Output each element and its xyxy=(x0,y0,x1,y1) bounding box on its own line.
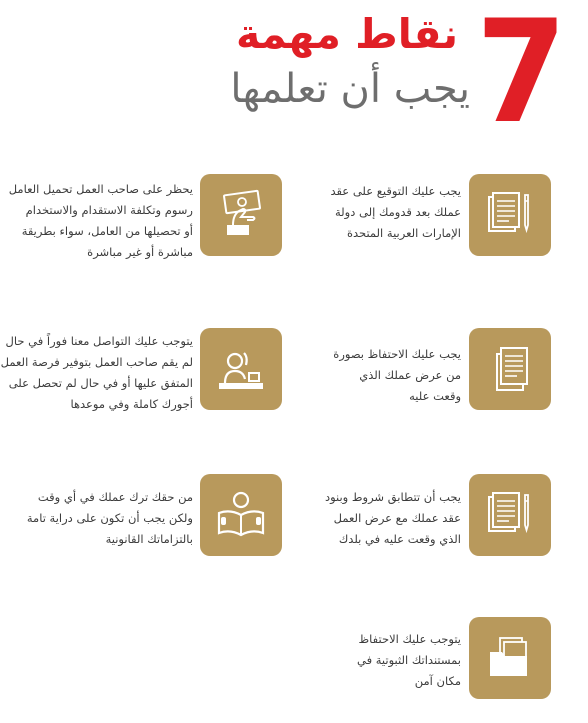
point-6-tile xyxy=(200,474,282,556)
point-4-text: يتوجب عليك التواصل معنا فوراً في حال لم يقم صاحب العمل بتوفير فرصة العمل المتفق عليها أو في حال لم تحصل على أجورك كاملة وفي موعدها xyxy=(0,334,193,411)
contract-pen-icon xyxy=(480,485,540,545)
money-hand-icon xyxy=(211,185,271,245)
point-1-text: يجب عليك التوقيع على عقد عملك بعد قدومك إلى دولة الإمارات العربية المتحدة xyxy=(330,184,461,240)
point-6-text: من حقك ترك عملك في أي وقت ولكن يجب أن تكون على دراية تامة بالتزاماتك القانونية xyxy=(26,490,193,546)
point-2-text: يحظر على صاحب العمل تحميل العامل رسوم وتكلفة الاستقدام والاستخدام أو تحصيلها من العامل، سواء بطريقة مباشرة أو غير مباشرة xyxy=(8,182,193,259)
point-7-tile xyxy=(469,617,551,699)
header-subtitle: يجب أن تعلمها xyxy=(230,66,470,112)
point-7-text: يتوجب عليك الاحتفاظ بمستنداتك الثبوتية في مكان آمن xyxy=(357,632,461,688)
big-number-seven: 7 xyxy=(476,0,567,155)
point-5-tile xyxy=(469,474,551,556)
point-4-tile xyxy=(200,328,282,410)
contract-pen-icon xyxy=(480,185,540,245)
folder-documents-icon xyxy=(480,628,540,688)
point-3-text: يجب عليك الاحتفاظ بصورة من عرض عملك الذي وقعت عليه xyxy=(333,347,461,403)
header-title: نقاط مهمة xyxy=(236,10,458,58)
person-reading-book-icon xyxy=(211,485,271,545)
document-copy-icon xyxy=(480,339,540,399)
person-phone-desk-icon xyxy=(211,339,271,399)
point-2-tile xyxy=(200,174,282,256)
point-3-tile xyxy=(469,328,551,410)
point-5-text: يجب أن تتطابق شروط وبنود عقد عملك مع عرض العمل الذي وقعت عليه في بلدك xyxy=(324,490,461,546)
header xyxy=(0,0,588,155)
point-1-tile xyxy=(469,174,551,256)
